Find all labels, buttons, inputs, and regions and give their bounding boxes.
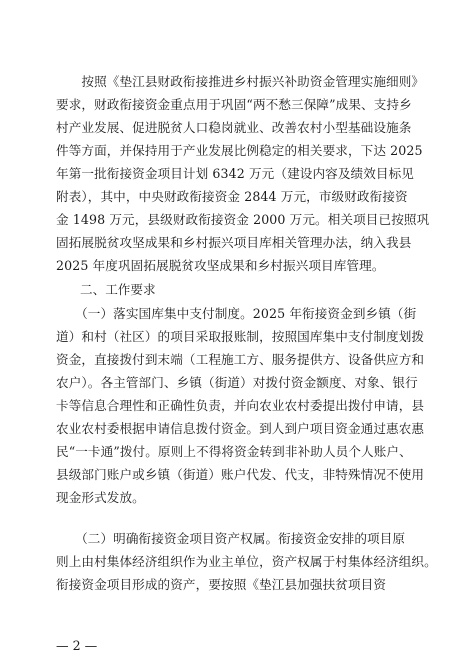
paragraph-1-line-4: 件等方面，并保持用于产业发展比例稳定的相关要求，下达 2025 bbox=[56, 143, 423, 158]
paragraph-2-line-8: 县级部门账户或乡镇（街道）账户代发、代支，非特殊情况不使用 bbox=[56, 467, 425, 482]
paragraph-2-line-6: 农业农村委根据申请信息拨付资金。到人到户项目资金通过惠农惠 bbox=[56, 421, 425, 436]
paragraph-2-line-9: 现金形式发放。 bbox=[56, 490, 145, 505]
paragraph-3-line-1: （二）明确衔接资金项目资产权属。衔接资金安排的项目原 bbox=[56, 531, 406, 546]
paragraph-3-line-3: 衔接资金项目形成的资产，要按照《垫江县加强扶贫项目资 bbox=[56, 577, 387, 592]
paragraph-2-line-5: 卡等信息合理性和正确性负责，并向农业农村委提出拨付申请，县 bbox=[56, 398, 425, 413]
paragraph-1-line-6: 附表），其中，中央财政衔接资金 2844 万元，市级财政衔接资 bbox=[56, 189, 408, 204]
paragraph-2-line-3: 资金，直接拨付到末端（工程施工方、服务提供方、设备供应方和 bbox=[56, 352, 425, 367]
paragraph-1-line-8: 固拓展脱贫攻坚成果和乡村振兴项目库相关管理办法，纳入我县 bbox=[56, 235, 412, 250]
paragraph-1-line-1: 按照《垫江县财政衔接推进乡村振兴补助资金管理实施细则》 bbox=[56, 74, 425, 89]
paragraph-2-line-4: 农户）。各主管部门、乡镇（街道）对拨付资金额度、对象、银行 bbox=[56, 375, 418, 390]
paragraph-1-line-7: 金 1498 万元，县级财政衔接资金 2000 万元。相关项目已按照巩 bbox=[56, 212, 430, 227]
paragraph-1-line-3: 村产业发展、促进脱贫人口稳岗就业、改善农村小型基础设施条 bbox=[56, 120, 412, 135]
paragraph-2-line-7: 民“一卡通”拨付。原则上不得将资金转到非补助人员个人账户、 bbox=[56, 444, 412, 459]
paragraph-2-line-2: 道）和村（社区）的项目采取报账制，按照国库集中支付制度划拨 bbox=[56, 329, 425, 344]
paragraph-3-line-2: 则上由村集体经济组织作为业主单位，资产权属于村集体经济组织。 bbox=[56, 554, 437, 569]
paragraph-2-line-1: （一）落实国库集中支付制度。2025 年衔接资金到乡镇（街 bbox=[56, 306, 417, 321]
paragraph-1-line-9: 2025 年度巩固拓展脱贫攻坚成果和乡村振兴项目库管理。 bbox=[56, 258, 385, 273]
section-heading: 二、工作要求 bbox=[80, 282, 156, 297]
paragraph-1-line-2: 要求，财政衔接资金重点用于巩固“两不愁三保障”成果、支持乡 bbox=[56, 97, 412, 112]
page-number: — 2 — bbox=[56, 638, 98, 653]
paragraph-1-line-5: 年第一批衔接资金项目计划 6342 万元（建设内容及绩效目标见 bbox=[56, 166, 414, 181]
